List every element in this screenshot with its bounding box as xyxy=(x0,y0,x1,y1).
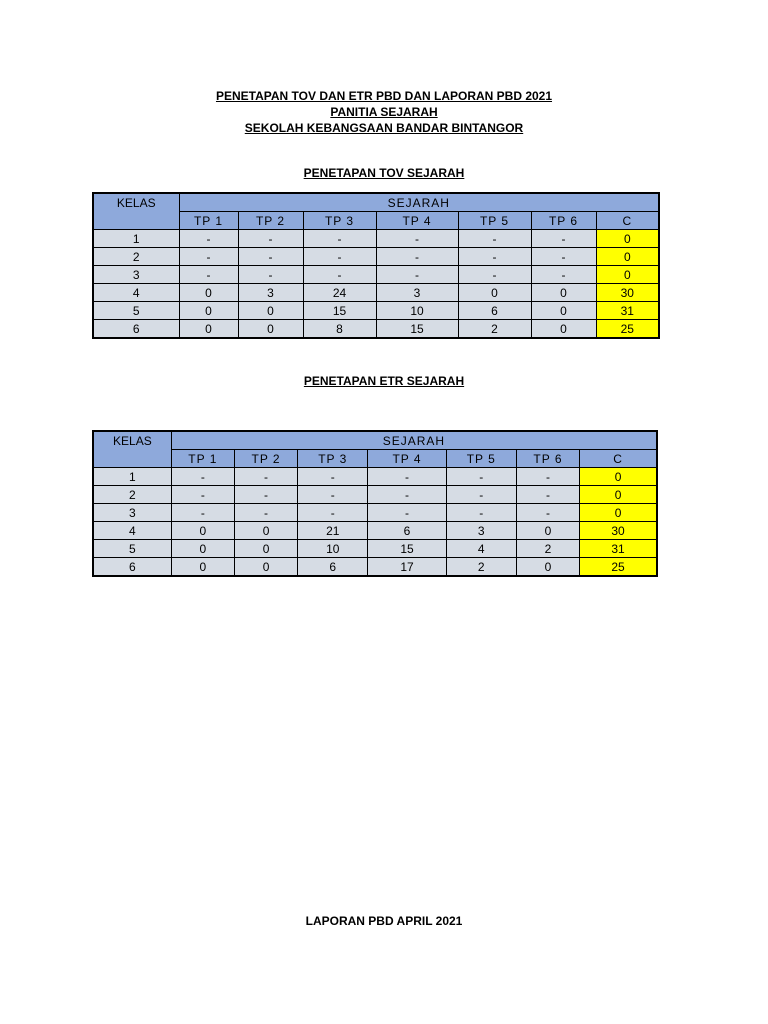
etr-tp-cell: 0 xyxy=(234,558,297,577)
etr-subject-header: SEJARAH xyxy=(171,431,657,450)
tov-tp-cell: - xyxy=(376,230,458,248)
etr-tp-cell: - xyxy=(368,504,446,522)
tov-column-header: TP 3 xyxy=(303,212,376,230)
etr-section-title: PENETAPAN ETR SEJARAH xyxy=(303,374,465,388)
etr-column-header: TP 5 xyxy=(446,450,516,468)
etr-column-header: TP 1 xyxy=(171,450,234,468)
tov-tp-cell: - xyxy=(376,266,458,284)
tov-kelas-cell: 2 xyxy=(93,248,179,266)
tov-kelas-cell: 1 xyxy=(93,230,179,248)
etr-tp-cell: - xyxy=(234,486,297,504)
tov-kelas-cell: 5 xyxy=(93,302,179,320)
tov-tp-cell: 0 xyxy=(531,284,596,302)
tov-c-cell: 30 xyxy=(596,284,659,302)
tov-tp-cell: - xyxy=(531,230,596,248)
tov-section-title: PENETAPAN TOV SEJARAH xyxy=(303,166,465,180)
tov-tp-cell: - xyxy=(303,230,376,248)
tov-tp-cell: 3 xyxy=(238,284,303,302)
tov-table xyxy=(92,192,660,339)
tov-tp-cell: 0 xyxy=(531,320,596,339)
etr-kelas-cell: 1 xyxy=(93,468,171,486)
table-row xyxy=(93,540,657,558)
etr-tp-cell: - xyxy=(446,504,516,522)
header-school: SEKOLAH KEBANGSAAN BANDAR BINTANGOR xyxy=(244,121,524,135)
etr-column-header: C xyxy=(580,450,657,468)
etr-tp-cell: - xyxy=(446,486,516,504)
table-row xyxy=(93,486,657,504)
tov-tp-cell: - xyxy=(238,230,303,248)
table-row xyxy=(93,522,657,540)
tov-c-cell: 0 xyxy=(596,248,659,266)
etr-tp-cell: 0 xyxy=(234,522,297,540)
tov-tp-cell: - xyxy=(458,248,531,266)
table-row xyxy=(93,320,659,339)
header-title: PENETAPAN TOV DAN ETR PBD DAN LAPORAN PBD 2021 xyxy=(215,89,553,103)
tov-tp-cell: 0 xyxy=(179,302,238,320)
tov-tp-cell: 0 xyxy=(531,302,596,320)
footer-report-title: LAPORAN PBD APRIL 2021 xyxy=(305,914,463,928)
tov-tp-cell: - xyxy=(179,230,238,248)
etr-column-header-row xyxy=(93,450,657,468)
etr-tp-cell: - xyxy=(298,468,368,486)
etr-tp-cell: 2 xyxy=(516,540,579,558)
tov-column-header: TP 4 xyxy=(376,212,458,230)
etr-table-body xyxy=(93,431,657,576)
tov-tp-cell: - xyxy=(376,248,458,266)
etr-tp-cell: 0 xyxy=(171,540,234,558)
tov-tp-cell: - xyxy=(303,266,376,284)
etr-tp-cell: 0 xyxy=(171,522,234,540)
tov-tp-cell: 0 xyxy=(238,320,303,339)
tov-tp-cell: 15 xyxy=(303,302,376,320)
tov-tp-cell: 6 xyxy=(458,302,531,320)
tov-tp-cell: 0 xyxy=(179,320,238,339)
tov-kelas-cell: 3 xyxy=(93,266,179,284)
header-panel: PANITIA SEJARAH xyxy=(330,105,438,119)
etr-tp-cell: 15 xyxy=(368,540,446,558)
etr-column-header: TP 4 xyxy=(368,450,446,468)
etr-tp-cell: 21 xyxy=(298,522,368,540)
table-row xyxy=(93,230,659,248)
table-row xyxy=(93,284,659,302)
etr-kelas-header: KELAS xyxy=(93,431,171,468)
etr-tp-cell: - xyxy=(171,468,234,486)
etr-table xyxy=(92,430,658,577)
etr-tp-cell: 6 xyxy=(298,558,368,577)
etr-kelas-cell: 5 xyxy=(93,540,171,558)
etr-column-header: TP 2 xyxy=(234,450,297,468)
tov-tp-cell: - xyxy=(238,248,303,266)
tov-tp-cell: - xyxy=(238,266,303,284)
etr-tp-cell: 10 xyxy=(298,540,368,558)
tov-column-header: TP 2 xyxy=(238,212,303,230)
page-header xyxy=(0,88,768,136)
tov-tp-cell: 2 xyxy=(458,320,531,339)
etr-kelas-cell: 2 xyxy=(93,486,171,504)
etr-c-cell: 30 xyxy=(580,522,657,540)
etr-tp-cell: - xyxy=(298,504,368,522)
etr-c-cell: 0 xyxy=(580,504,657,522)
tov-c-cell: 0 xyxy=(596,266,659,284)
tov-c-cell: 31 xyxy=(596,302,659,320)
etr-kelas-cell: 6 xyxy=(93,558,171,577)
etr-tp-cell: 0 xyxy=(516,522,579,540)
tov-tp-cell: - xyxy=(531,248,596,266)
table-row xyxy=(93,302,659,320)
tov-kelas-cell: 6 xyxy=(93,320,179,339)
tov-tp-cell: - xyxy=(531,266,596,284)
etr-c-cell: 0 xyxy=(580,468,657,486)
tov-tp-cell: 15 xyxy=(376,320,458,339)
tov-tp-cell: - xyxy=(179,266,238,284)
tov-tp-cell: 0 xyxy=(238,302,303,320)
etr-header-row xyxy=(93,431,657,450)
tov-tp-cell: 8 xyxy=(303,320,376,339)
tov-tp-cell: - xyxy=(303,248,376,266)
etr-column-header: TP 3 xyxy=(298,450,368,468)
etr-kelas-cell: 3 xyxy=(93,504,171,522)
tov-c-cell: 0 xyxy=(596,230,659,248)
tov-tp-cell: 24 xyxy=(303,284,376,302)
etr-tp-cell: - xyxy=(446,468,516,486)
etr-kelas-cell: 4 xyxy=(93,522,171,540)
tov-tp-cell: 3 xyxy=(376,284,458,302)
tov-table-body xyxy=(93,193,659,338)
tov-tp-cell: 0 xyxy=(458,284,531,302)
etr-tp-cell: 2 xyxy=(446,558,516,577)
table-row xyxy=(93,468,657,486)
etr-tp-cell: - xyxy=(516,468,579,486)
etr-tp-cell: - xyxy=(171,486,234,504)
etr-tp-cell: - xyxy=(298,486,368,504)
tov-tp-cell: 10 xyxy=(376,302,458,320)
tov-tp-cell: - xyxy=(458,266,531,284)
etr-tp-cell: 0 xyxy=(234,540,297,558)
tov-column-header: TP 6 xyxy=(531,212,596,230)
etr-tp-cell: - xyxy=(516,504,579,522)
tov-tp-cell: - xyxy=(458,230,531,248)
table-row xyxy=(93,504,657,522)
etr-tp-cell: - xyxy=(368,486,446,504)
tov-tp-cell: - xyxy=(179,248,238,266)
etr-c-cell: 31 xyxy=(580,540,657,558)
etr-tp-cell: 17 xyxy=(368,558,446,577)
etr-tp-cell: - xyxy=(171,504,234,522)
tov-kelas-cell: 4 xyxy=(93,284,179,302)
etr-column-header: TP 6 xyxy=(516,450,579,468)
tov-column-header: TP 1 xyxy=(179,212,238,230)
etr-tp-cell: - xyxy=(516,486,579,504)
etr-c-cell: 25 xyxy=(580,558,657,577)
tov-subject-header: SEJARAH xyxy=(179,193,659,212)
etr-tp-cell: - xyxy=(234,504,297,522)
etr-tp-cell: 0 xyxy=(516,558,579,577)
etr-tp-cell: - xyxy=(234,468,297,486)
table-row xyxy=(93,266,659,284)
table-row xyxy=(93,558,657,577)
table-row xyxy=(93,248,659,266)
tov-column-header: TP 5 xyxy=(458,212,531,230)
tov-header-row xyxy=(93,193,659,212)
tov-tp-cell: 0 xyxy=(179,284,238,302)
tov-kelas-header: KELAS xyxy=(93,193,179,230)
etr-tp-cell: 0 xyxy=(171,558,234,577)
etr-c-cell: 0 xyxy=(580,486,657,504)
etr-tp-cell: 3 xyxy=(446,522,516,540)
tov-c-cell: 25 xyxy=(596,320,659,339)
etr-tp-cell: - xyxy=(368,468,446,486)
etr-tp-cell: 6 xyxy=(368,522,446,540)
etr-tp-cell: 4 xyxy=(446,540,516,558)
tov-column-header: C xyxy=(596,212,659,230)
